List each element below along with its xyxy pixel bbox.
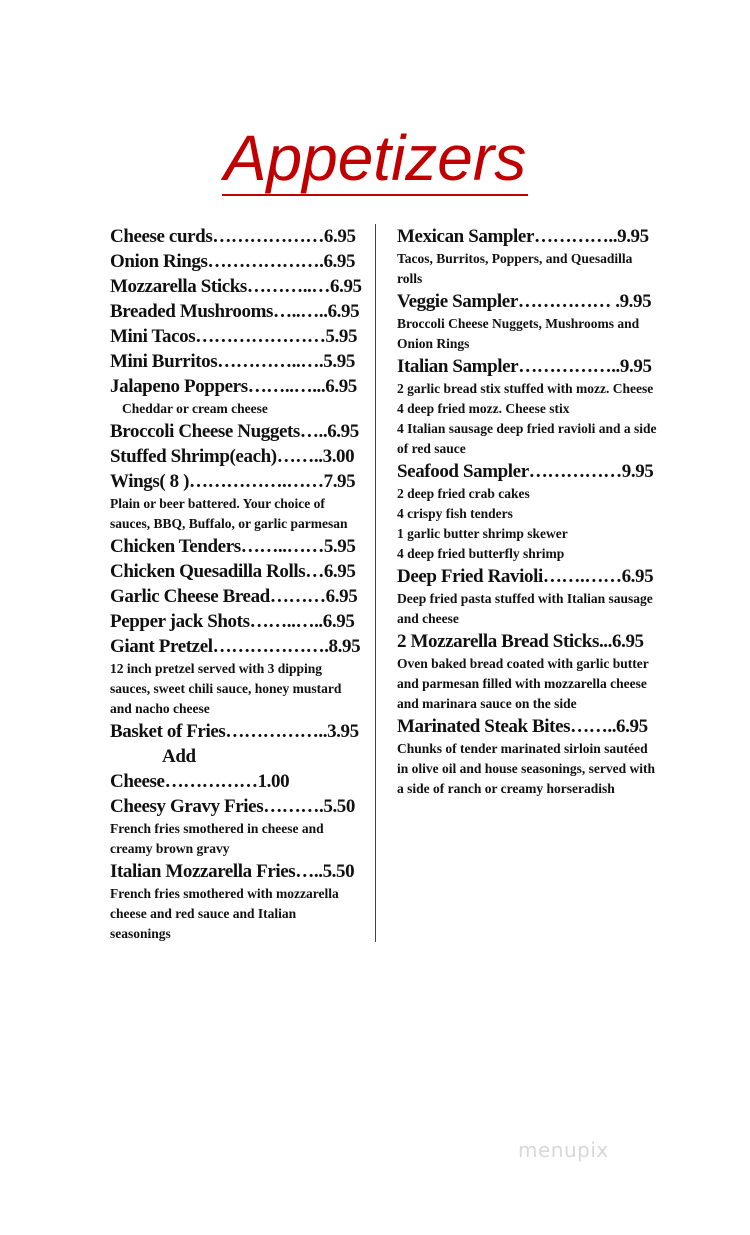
menu-item-mini-tacos: Mini Tacos…………………5.95 <box>110 326 358 347</box>
menu-item-description: 2 garlic bread stix stuffed with mozz. Cheese <box>397 381 654 396</box>
menu-item-description: 4 crispy fish tenders <box>397 506 513 521</box>
column-divider <box>375 224 376 942</box>
menu-item-mexican-sampler: Mexican Sampler…………..9.95 <box>397 226 649 247</box>
menu-item-description: French fries smothered in cheese and creamy brown gravy <box>110 821 324 856</box>
menu-item-description: 2 deep fried crab cakes <box>397 486 530 501</box>
menu-item-cheesy-gravy-fries: Cheesy Gravy Fries……….5.50 <box>110 796 356 817</box>
menu-item-italian-sampler: Italian Sampler……………..9.95 <box>397 356 652 377</box>
menu-item-mozzarella-sticks: Mozzarella Sticks………..…6.95 <box>110 276 362 297</box>
watermark: menupix <box>518 1138 609 1162</box>
page-title-text: Appetizers <box>223 122 527 194</box>
menu-item-wings: Wings( 8 )…………….……7.95 <box>110 471 356 492</box>
menu-item-deep-fried-ravioli: Deep Fried Ravioli…….……6.95 <box>397 566 654 587</box>
menu-item-description: 4 Italian sausage deep fried ravioli and a side of red sauce <box>397 421 657 456</box>
menu-item-description: Oven baked bread coated with garlic butter and parmesan filled with mozzarella cheese and marinara sauce on the side <box>397 656 649 711</box>
menu-item-marinated-steak-bites: Marinated Steak Bites……..6.95 <box>397 716 648 737</box>
menu-item-description: Deep fried pasta stuffed with Italian sausage and cheese <box>397 591 653 626</box>
menu-item-stuffed-shrimp: Stuffed Shrimp(each)……..3.00 <box>110 446 355 467</box>
menu-item-description: Plain or beer battered. Your choice of sauces, BBQ, Buffalo, or garlic parmesan <box>110 496 348 531</box>
menu-item-broccoli-cheese-nuggets: Broccoli Cheese Nuggets…..6.95 <box>110 421 359 442</box>
menu-item-description: Chunks of tender marinated sirloin sautéed in olive oil and house seasonings, served with a side of ranch or creamy horseradish <box>397 741 656 796</box>
menu-item-italian-mozzarella-fries: Italian Mozzarella Fries…..5.50 <box>110 861 355 882</box>
menu-item-description: 1 garlic butter shrimp skewer <box>397 526 568 541</box>
menu-item-description: Broccoli Cheese Nuggets, Mushrooms and Onion Rings <box>397 316 640 351</box>
menu-item-pepper-jack-shots: Pepper jack Shots……..…..6.95 <box>110 611 355 632</box>
menu-item-seafood-sampler: Seafood Sampler……………9.95 <box>397 461 654 482</box>
menu-item-mozzarella-bread-sticks: 2 Mozzarella Bread Sticks...6.95 <box>397 631 644 652</box>
menu-item-giant-pretzel: Giant Pretzel……………….8.95 <box>110 636 361 657</box>
page-title <box>0 118 750 198</box>
right-column <box>397 224 657 799</box>
menu-item-description: 4 deep fried butterfly shrimp <box>397 546 565 561</box>
menu-item-breaded-mushrooms: Breaded Mushrooms…..…..6.95 <box>110 301 360 322</box>
menu-item-chicken-quesadilla-rolls: Chicken Quesadilla Rolls…6.95 <box>110 561 356 582</box>
menu-item-description: Cheddar or cream cheese <box>122 401 268 416</box>
menu-item-garlic-cheese-bread: Garlic Cheese Bread………6.95 <box>110 586 358 607</box>
menu-item-mini-burritos: Mini Burritos…………..….5.95 <box>110 351 355 372</box>
menu-item-veggie-sampler: Veggie Sampler…………… .9.95 <box>397 291 652 312</box>
menu-item-onion-rings: Onion Rings……………….6.95 <box>110 251 356 272</box>
add-label: Add <box>162 746 196 767</box>
menu-item-description: 12 inch pretzel served with 3 dipping sauces, sweet chili sauce, honey mustard and nacho cheese <box>110 661 342 716</box>
menu-item-chicken-tenders: Chicken Tenders……..……5.95 <box>110 536 356 557</box>
menu-item-cheese-add-on: Cheese……………1.00 <box>110 771 290 792</box>
menu-item-cheese-curds: Cheese curds………………6.95 <box>110 226 356 247</box>
menu-item-basket-of-fries: Basket of Fries……………..3.95 <box>110 721 359 742</box>
menu-item-description: Tacos, Burritos, Poppers, and Quesadilla rolls <box>397 251 633 286</box>
menu-item-description: French fries smothered with mozzarella cheese and red sauce and Italian seasonings <box>110 886 339 941</box>
menu-item-jalapeno-poppers: Jalapeno Poppers……..…...6.95 <box>110 376 357 397</box>
menu-item-description: 4 deep fried mozz. Cheese stix <box>397 401 570 416</box>
left-column <box>110 224 360 944</box>
